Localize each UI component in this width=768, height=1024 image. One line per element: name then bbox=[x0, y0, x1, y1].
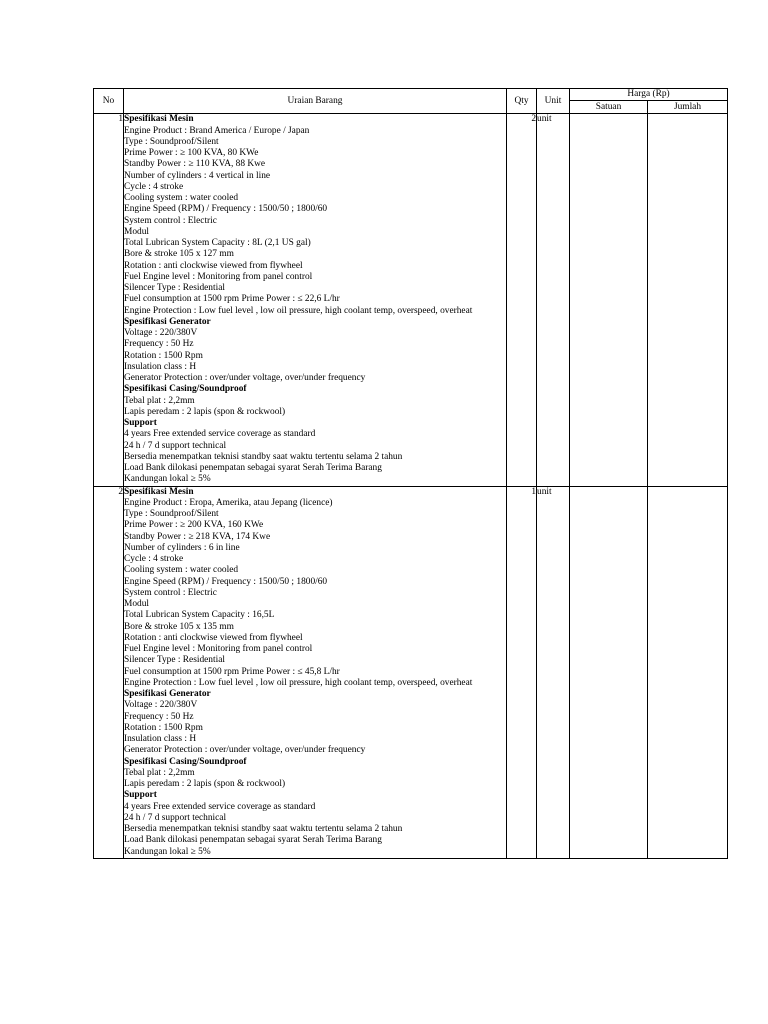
table-row bbox=[94, 114, 728, 486]
spec-line: Standby Power : ≥ 218 KVA, 174 Kwe bbox=[124, 531, 271, 542]
spec-line: Engine Product : Brand America / Europe / Japan bbox=[124, 125, 310, 136]
spec-line: Cycle : 4 stroke bbox=[124, 554, 184, 564]
spec-line: Generator Protection : over/under voltage, over/under frequency bbox=[124, 373, 366, 383]
spec-line: Rotation : anti clockwise viewed from flywheel bbox=[124, 260, 303, 271]
spec-line: Number of cylinders : 6 in line bbox=[124, 542, 240, 553]
spec-line: Modul bbox=[124, 226, 150, 237]
row-number: 1 bbox=[94, 114, 124, 486]
section-heading: Support bbox=[124, 790, 157, 801]
spec-line: Cooling system : water cooled bbox=[124, 193, 239, 203]
item-unit: unit bbox=[537, 486, 570, 858]
spec-line: Silencer Type : Residential bbox=[124, 655, 225, 666]
section-heading: Support bbox=[124, 418, 157, 428]
unit-price-cell bbox=[570, 486, 648, 858]
spec-line: Rotation : 1500 Rpm bbox=[124, 350, 203, 361]
table-header bbox=[94, 89, 728, 114]
row-number: 2 bbox=[94, 486, 124, 858]
spec-line: 4 years Free extended service coverage as standard bbox=[124, 801, 316, 812]
spec-line: Lapis peredam : 2 lapis (spon & rockwool) bbox=[124, 779, 286, 789]
spec-line: Type : Soundproof/Silent bbox=[124, 509, 219, 519]
spec-line: Bore & stroke 105 x 135 mm bbox=[124, 621, 234, 632]
spec-line: Engine Speed (RPM) / Frequency : 1500/50 ; 1800/60 bbox=[124, 204, 328, 215]
spec-line: Tebal plat : 2,2mm bbox=[124, 395, 195, 406]
table-row bbox=[94, 486, 728, 858]
section-heading: Spesifikasi Generator bbox=[124, 689, 211, 699]
spec-line: Bersedia menempatkan teknisi standby saat waktu tertentu selama 2 tahun bbox=[124, 451, 403, 462]
item-qty: 1 bbox=[507, 486, 537, 858]
spec-line: Kandungan lokal ≥ 5% bbox=[124, 846, 211, 857]
spec-line: Kandungan lokal ≥ 5% bbox=[124, 474, 211, 485]
section-heading: Spesifikasi Casing/Soundproof bbox=[124, 384, 247, 395]
section-heading: Spesifikasi Mesin bbox=[124, 114, 194, 125]
spec-line: Insulation class : H bbox=[124, 734, 197, 744]
spec-line: Modul bbox=[124, 599, 150, 609]
spec-line: Rotation : 1500 Rpm bbox=[124, 722, 203, 733]
spec-line: Frequency : 50 Hz bbox=[124, 339, 194, 350]
header-description: Uraian Barang bbox=[124, 89, 507, 114]
spec-line: Lapis peredam : 2 lapis (spon & rockwool) bbox=[124, 406, 286, 417]
spec-line: Silencer Type : Residential bbox=[124, 283, 225, 293]
header-unit-price: Satuan bbox=[570, 101, 648, 114]
item-qty: 2 bbox=[507, 114, 537, 486]
spec-line: Voltage : 220/380V bbox=[124, 700, 198, 711]
spec-line: Fuel Engine level : Monitoring from panel control bbox=[124, 271, 313, 282]
header-qty: Qty bbox=[507, 89, 537, 114]
spec-line: Total Lubrican System Capacity : 16,5L bbox=[124, 610, 275, 621]
section-heading: Spesifikasi Generator bbox=[124, 316, 211, 327]
spec-line: Bersedia menempatkan teknisi standby saat waktu tertentu selama 2 tahun bbox=[124, 824, 403, 834]
spec-line: Prime Power : ≥ 200 KVA, 160 KWe bbox=[124, 520, 264, 531]
spec-line: Number of cylinders : 4 vertical in line bbox=[124, 170, 271, 181]
spec-line: Total Lubrican System Capacity : 8L (2,1 US gal) bbox=[124, 238, 311, 248]
spec-line: Bore & stroke 105 x 127 mm bbox=[124, 249, 234, 260]
spec-line: Cooling system : water cooled bbox=[124, 565, 239, 576]
spec-line: Fuel Engine level : Monitoring from panel control bbox=[124, 644, 313, 654]
section-heading: Spesifikasi Casing/Soundproof bbox=[124, 756, 247, 767]
header-no: No bbox=[94, 89, 124, 114]
spec-line: 24 h / 7 d support technical bbox=[124, 440, 227, 451]
spec-line: Load Bank dilokasi penempatan sebagai syarat Serah Terima Barang bbox=[124, 463, 382, 473]
header-unit: Unit bbox=[537, 89, 570, 114]
item-description bbox=[124, 114, 507, 486]
spec-line: Standby Power : ≥ 110 KVA, 88 Kwe bbox=[124, 159, 266, 170]
spec-line: Engine Protection : Low fuel level , low oil pressure, high coolant temp, overspeed, overheat bbox=[124, 305, 473, 316]
specification-table bbox=[93, 88, 728, 859]
spec-line: Engine Protection : Low fuel level , low oil pressure, high coolant temp, overspeed, overheat bbox=[124, 677, 473, 688]
total-cell bbox=[648, 114, 728, 486]
table-body bbox=[94, 114, 728, 859]
spec-line: 4 years Free extended service coverage as standard bbox=[124, 429, 316, 440]
item-unit: unit bbox=[537, 114, 570, 486]
section-heading: Spesifikasi Mesin bbox=[124, 486, 194, 497]
spec-line: Engine Product : Eropa, Amerika, atau Jepang (licence) bbox=[124, 497, 333, 508]
spec-line: System control : Electric bbox=[124, 215, 217, 226]
item-description bbox=[124, 486, 507, 858]
spec-line: Prime Power : ≥ 100 KVA, 80 KWe bbox=[124, 148, 259, 158]
spec-line: Load Bank dilokasi penempatan sebagai syarat Serah Terima Barang bbox=[124, 835, 382, 846]
total-cell bbox=[648, 486, 728, 858]
spec-line: Fuel consumption at 1500 rpm Prime Power : ≤ 22,6 L/hr bbox=[124, 294, 340, 305]
spec-line: Cycle : 4 stroke bbox=[124, 181, 184, 192]
spec-line: Rotation : anti clockwise viewed from flywheel bbox=[124, 632, 303, 643]
spec-line: Insulation class : H bbox=[124, 361, 197, 372]
spec-line: Tebal plat : 2,2mm bbox=[124, 767, 195, 778]
spec-line: Frequency : 50 Hz bbox=[124, 711, 194, 722]
spec-line: 24 h / 7 d support technical bbox=[124, 812, 227, 823]
spec-line: System control : Electric bbox=[124, 587, 217, 598]
header-price: Harga (Rp) bbox=[570, 89, 728, 101]
spec-line: Type : Soundproof/Silent bbox=[124, 136, 219, 147]
unit-price-cell bbox=[570, 114, 648, 486]
spec-line: Voltage : 220/380V bbox=[124, 328, 198, 338]
spec-line: Engine Speed (RPM) / Frequency : 1500/50 ; 1800/60 bbox=[124, 576, 328, 587]
spec-line: Generator Protection : over/under voltage, over/under frequency bbox=[124, 745, 366, 756]
spec-line: Fuel consumption at 1500 rpm Prime Power : ≤ 45,8 L/hr bbox=[124, 666, 340, 677]
header-total: Jumlah bbox=[648, 101, 728, 114]
